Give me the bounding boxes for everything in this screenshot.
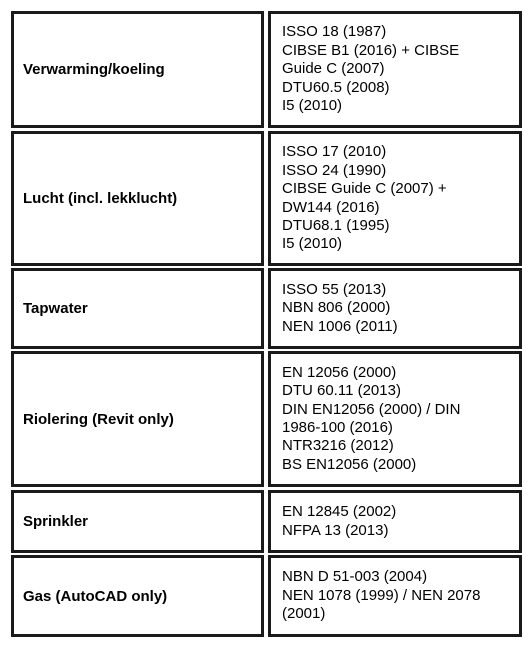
standard-item: (2001) — [282, 605, 326, 623]
category-label: Tapwater — [23, 300, 88, 317]
standard-item: I5 (2010) — [282, 97, 343, 115]
category-cell — [11, 490, 264, 553]
table-row-tap-water — [11, 268, 522, 349]
standard-item: NFPA 13 (2013) — [282, 521, 389, 539]
table-row-heating-cooling — [11, 11, 522, 128]
standard-item: DTU 60.11 (2013) — [282, 382, 401, 400]
standard-item: DTU68.1 (1995) — [282, 216, 390, 234]
standard-item: CIBSE Guide C (2007) + — [282, 180, 447, 198]
standard-item: NTR3216 (2012) — [282, 437, 394, 455]
category-label: Gas (AutoCAD only) — [23, 587, 168, 605]
standard-item: BS EN12056 (2000) — [282, 455, 417, 473]
category-cell — [11, 268, 264, 349]
category-label: Riolering (Revit only) — [23, 410, 174, 428]
standard-item: ISSO 18 (1987) — [282, 23, 387, 41]
standard-item: NBN D 51-003 (2004) — [282, 568, 428, 586]
category-cell — [11, 131, 264, 266]
standards-cell — [268, 131, 522, 266]
standard-item: NEN 1078 (1999) / NEN 2078 — [282, 586, 481, 604]
table-row-sewerage — [11, 351, 522, 487]
standards-cell — [268, 11, 522, 128]
standard-item: NEN 1006 (2011) — [282, 317, 398, 335]
standard-item: 1986-100 (2016) — [282, 419, 393, 436]
standards-cell — [268, 351, 522, 487]
standard-item: NBN 806 (2000) — [282, 299, 391, 317]
table-row-sprinkler — [11, 490, 522, 553]
standard-item: CIBSE B1 (2016) + CIBSE — [282, 41, 460, 59]
standards-cell — [268, 268, 522, 349]
standard-item: DW144 (2016) — [282, 198, 380, 216]
standard-item: DIN EN12056 (2000) / DIN — [282, 400, 461, 418]
standard-item: ISSO 24 (1990) — [282, 161, 387, 179]
standard-item: ISSO 17 (2010) — [282, 143, 387, 161]
standard-item: Guide C (2007) — [282, 60, 385, 78]
category-cell — [11, 555, 264, 637]
standards-cell — [268, 490, 522, 553]
standard-item: DTU60.5 (2008) — [282, 78, 390, 96]
table-row-gas — [11, 555, 522, 637]
category-cell — [11, 351, 264, 487]
category-label: Lucht (incl. lekklucht) — [23, 190, 178, 207]
standard-item: EN 12845 (2002) — [282, 503, 397, 521]
category-label: Verwarming/koeling — [23, 61, 165, 78]
standard-item: ISSO 55 (2013) — [282, 280, 387, 298]
category-label: Sprinkler — [23, 513, 89, 530]
category-cell — [11, 11, 264, 128]
standard-item: I5 (2010) — [282, 235, 343, 253]
table-row-air — [11, 131, 522, 266]
standard-item: EN 12056 (2000) — [282, 363, 397, 381]
standards-cell — [268, 555, 522, 637]
